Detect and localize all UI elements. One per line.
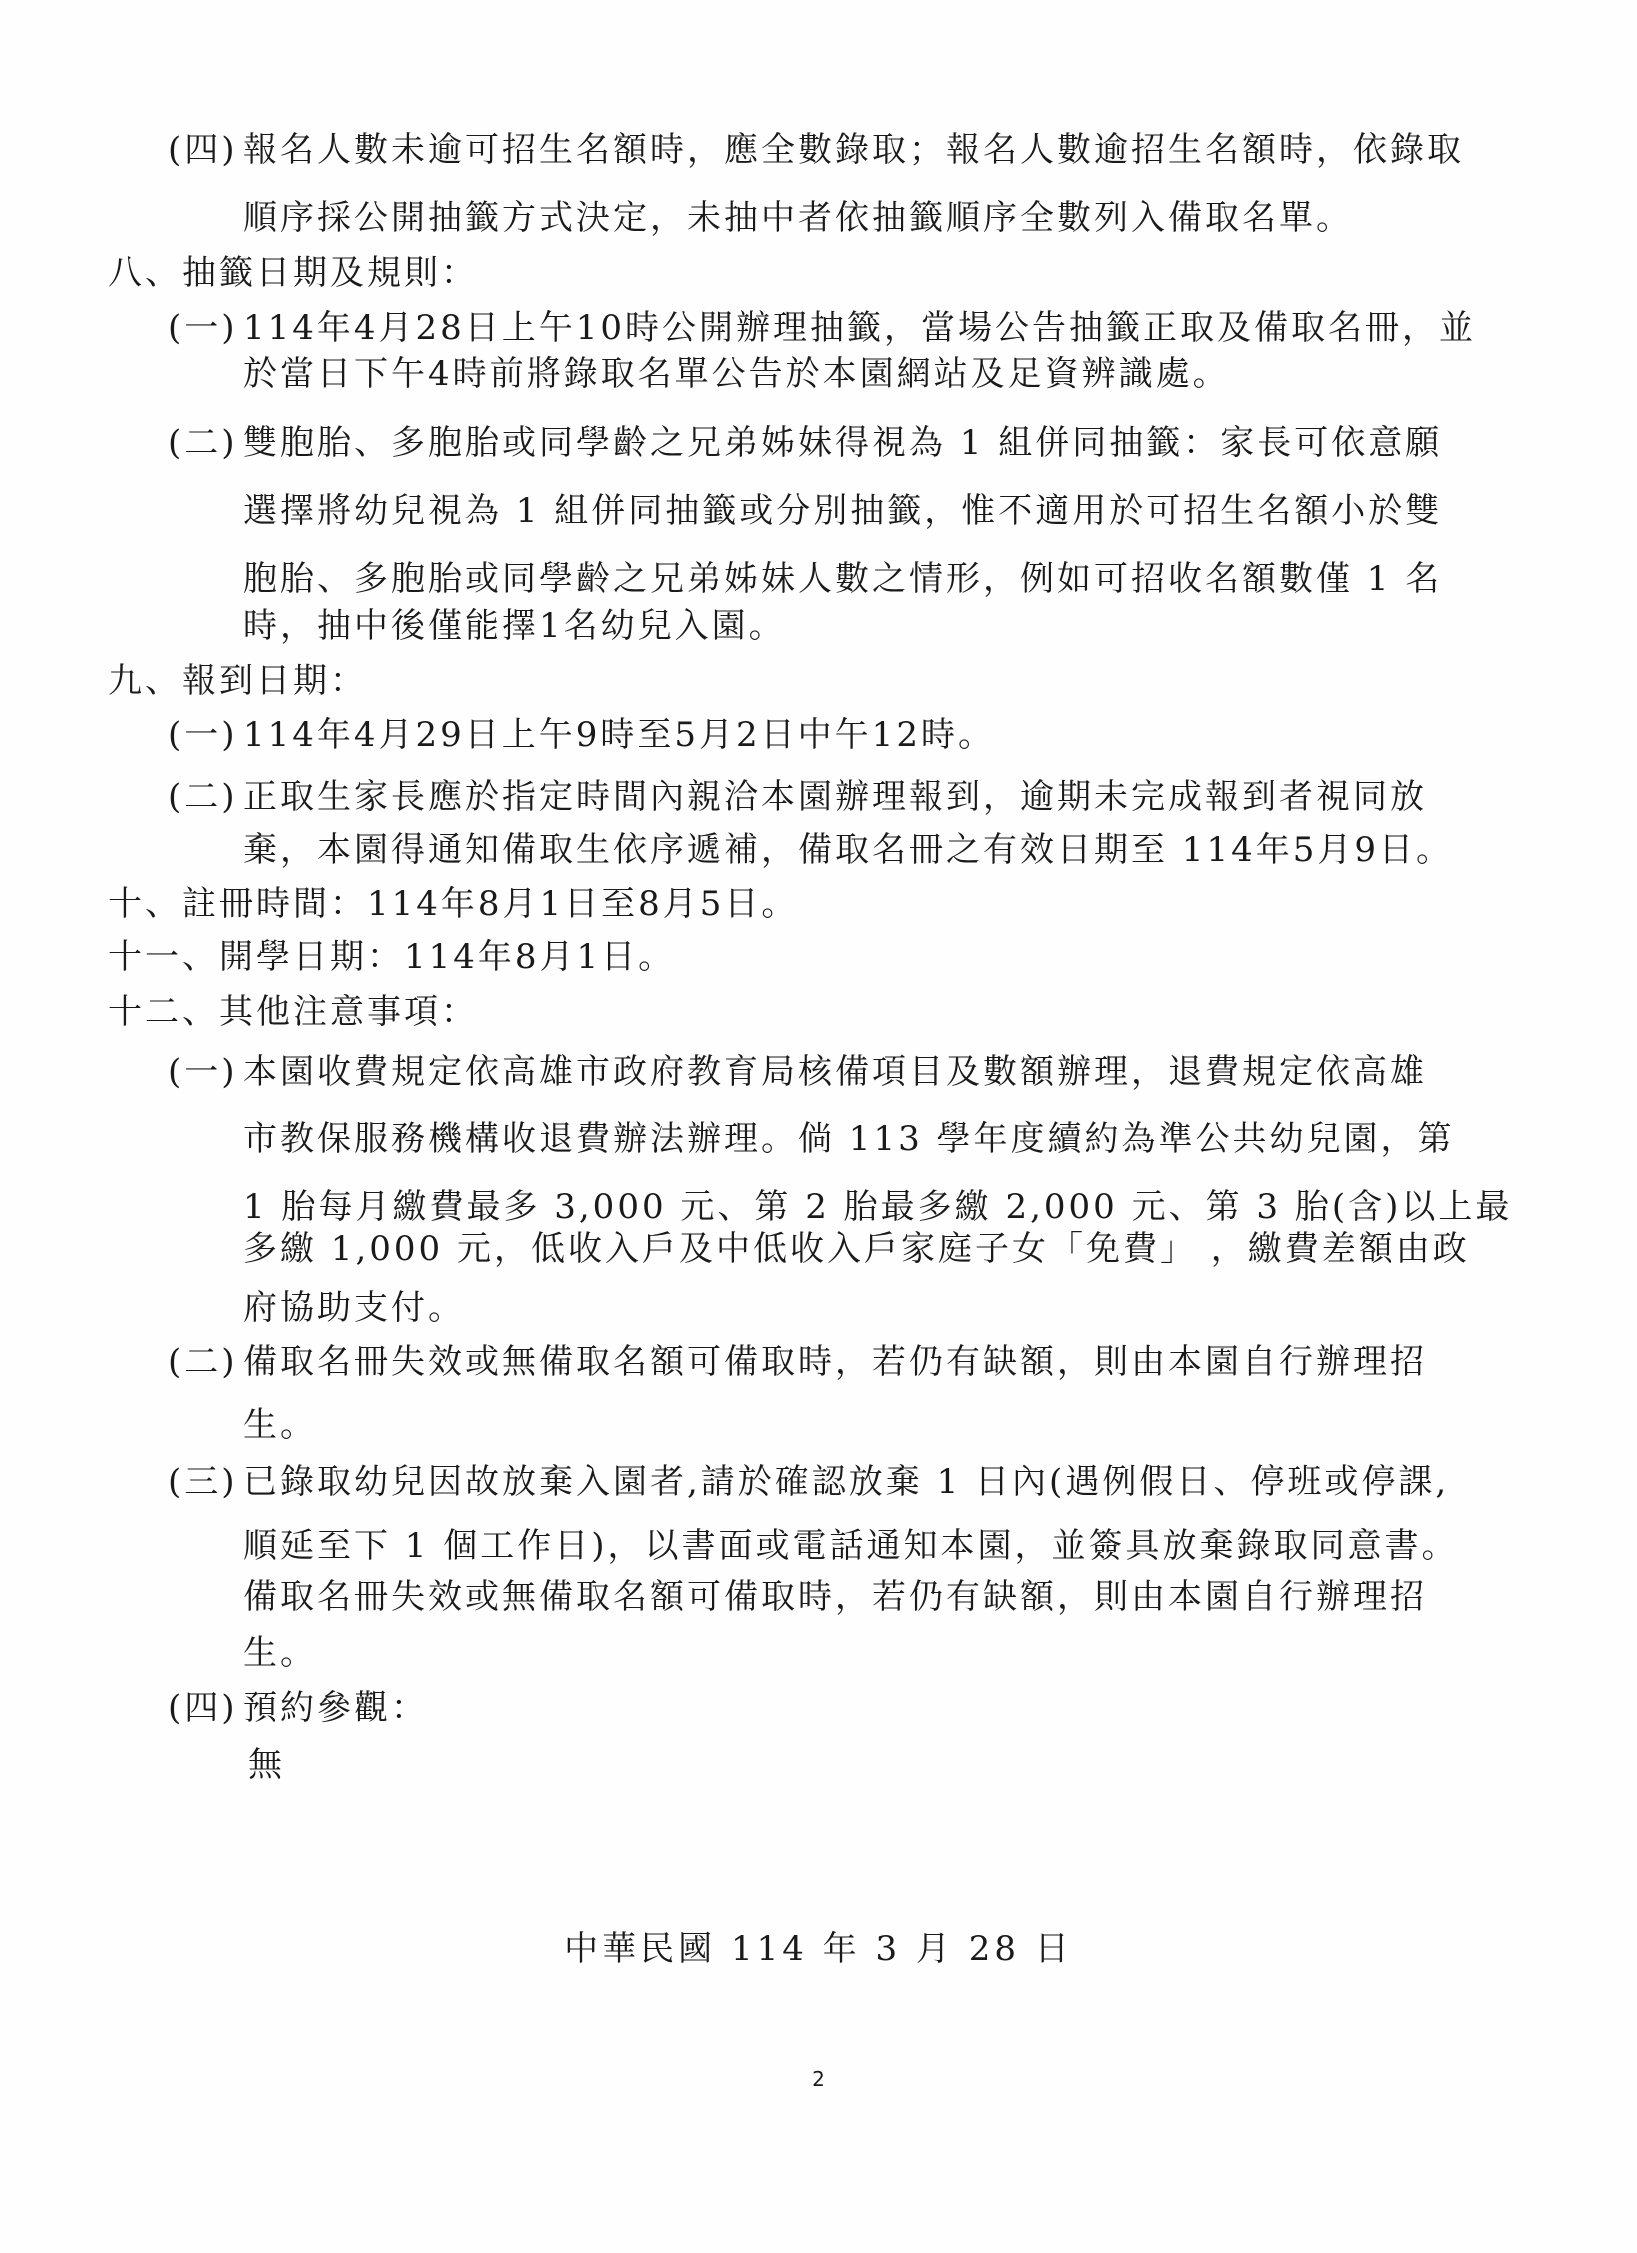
item-marker: (二) — [168, 423, 238, 463]
paragraph-line: 報名人數未逾可招生名額時，應全數錄取；報名人數逾招生名額時，依錄取 — [243, 130, 1464, 170]
paragraph-line: 順延至下 1 個工作日)，以書面或電話通知本園，並簽具放棄錄取同意書。 — [243, 1526, 1459, 1566]
item-marker: (三) — [168, 1462, 238, 1502]
document-date: 中華民國 114 年 3 月 28 日 — [564, 1929, 1073, 1969]
paragraph-line: 於當日下午4時前將錄取名單公告於本園網站及足資辨識處。 — [243, 354, 1230, 394]
paragraph-line: 棄，本園得通知備取生依序遞補，備取名冊之有效日期至 114年5月9日。 — [243, 830, 1453, 870]
item-marker: (四) — [168, 1688, 238, 1728]
paragraph-line: 114年4月28日上午10時公開辦理抽籤，當場公告抽籤正取及備取名冊，並 — [243, 308, 1477, 348]
paragraph-line: 生。 — [243, 1405, 317, 1445]
paragraph-line: 時，抽中後僅能擇1名幼兒入園。 — [243, 606, 786, 646]
section-heading: 十、註冊時間：114年8月1日至8月5日。 — [108, 884, 799, 924]
paragraph-line: 市教保服務機構收退費辦法辦理。倘 113 學年度續約為準公共幼兒園，第 — [243, 1119, 1455, 1159]
item-marker: (一) — [168, 1052, 238, 1092]
paragraph-line: 備取名冊失效或無備取名額可備取時，若仍有缺額，則由本園自行辦理招 — [243, 1342, 1427, 1382]
paragraph-line: 114年4月29日上午9時至5月2日中午12時。 — [243, 715, 995, 755]
item-marker: (一) — [168, 715, 238, 755]
section-heading: 八、抽籤日期及規則： — [108, 253, 478, 293]
page-number: 2 — [812, 2067, 825, 2091]
paragraph-line: 順序採公開抽籤方式決定，未抽中者依抽籤順序全數列入備取名單。 — [243, 198, 1353, 238]
item-marker: (四) — [168, 130, 238, 170]
item-marker: (一) — [168, 308, 238, 348]
paragraph-line: 無 — [248, 1745, 285, 1785]
section-heading: 九、報到日期： — [108, 661, 367, 701]
paragraph-line: 府協助支付。 — [243, 1288, 465, 1328]
section-heading: 十二、其他注意事項： — [108, 992, 478, 1032]
paragraph-line: 選擇將幼兒視為 1 組併同抽籤或分別抽籤，惟不適用於可招生名額小於雙 — [243, 491, 1443, 531]
paragraph-line: 備取名冊失效或無備取名額可備取時，若仍有缺額，則由本園自行辦理招 — [243, 1577, 1427, 1617]
paragraph-line: 預約參觀： — [243, 1688, 428, 1728]
item-marker: (二) — [168, 777, 238, 817]
paragraph-line: 生。 — [243, 1633, 317, 1673]
paragraph-line: 多繳 1,000 元，低收入戶及中低收入戶家庭子女「免費」 ，繳費差額由政 — [243, 1229, 1470, 1269]
paragraph-line: 本園收費規定依高雄市政府教育局核備項目及數額辦理，退費規定依高雄 — [243, 1052, 1427, 1092]
paragraph-line: 胞胎、多胞胎或同學齡之兄弟姊妹人數之情形，例如可招收名額數僅 1 名 — [243, 559, 1443, 599]
item-marker: (二) — [168, 1342, 238, 1382]
section-heading: 十一、開學日期：114年8月1日。 — [108, 937, 676, 977]
paragraph-line: 雙胞胎、多胞胎或同學齡之兄弟姊妹得視為 1 組併同抽籤：家長可依意願 — [243, 423, 1443, 463]
paragraph-line: 已錄取幼兒因故放棄入園者,請於確認放棄 1 日內(遇例假日、停班或停課, — [243, 1462, 1450, 1502]
paragraph-line: 正取生家長應於指定時間內親洽本園辦理報到，逾期未完成報到者視同放 — [243, 777, 1427, 817]
paragraph-line: 1 胎每月繳費最多 3,000 元、第 2 胎最多繳 2,000 元、第 3 胎(含)以上最 — [243, 1187, 1513, 1227]
